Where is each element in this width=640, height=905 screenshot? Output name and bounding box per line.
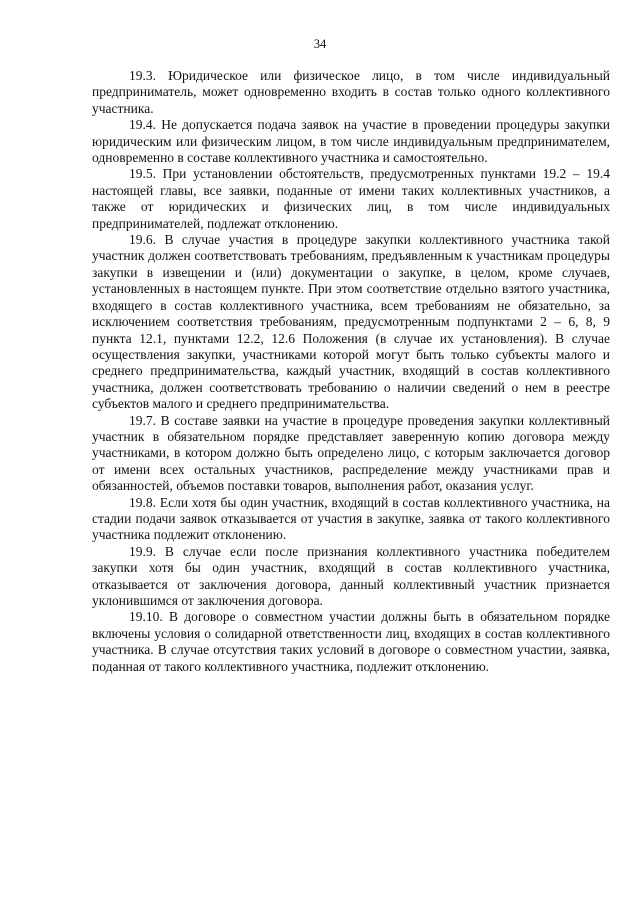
document-body (92, 68, 610, 675)
paragraph-19-8: 19.8. Если хотя бы один участник, входящий в состав коллективного участника, на стадии подачи заявок отказывается от участия в закупке, заявка от такого коллективного участника подлежит отклонению. (92, 494, 610, 543)
page-number: 34 (313, 37, 327, 51)
paragraph-19-7: 19.7. В составе заявки на участие в процедуре проведения закупки коллективный участник в обязательном порядке представляет заверенную копию договора между участниками, в котором должно быть определено лицо, с которым заключается договор от имени всех остальных участников, распределение между участниками прав и обязанностей, объемов поставки товаров, выполнения работ, оказания услуг. (92, 412, 610, 494)
paragraph-19-6: 19.6. В случае участия в процедуре закупки коллективного участника такой участник должен соответствовать требованиям, предъявленным к участникам процедуры закупки в извещении и (или) документации о закупке, в целом, кроме случаев, установленных в настоящем пункте. При этом соответствие отдельно взятого участника, входящего в состав коллективного участника, всем требованиям не обязательно, за исключением соответствия требованиям, предусмотренным подпунктами 2 – 6, 8, 9 пункта 12.1, пунктами 12.2, 12.6 Положения (в случае их установления). В случае осуществления закупки, участниками которой могут быть только субъекты малого и среднего предпринимательства, каждый участник, входящий в состав коллективного участника, должен соответствовать требованию о наличии сведений о нем в реестре субъектов малого и среднего предпринимательства. (92, 232, 610, 412)
paragraph-19-3: 19.3. Юридическое или физическое лицо, в том числе индивидуальный предприниматель, может одновременно входить в состав только одного коллективного участника. (92, 68, 610, 116)
paragraph-19-9: 19.9. В случае если после признания коллективного участника победителем закупки хотя бы один участник, входящий в состав коллективного участника, отказывается от заключения договора, данный коллективный участник признается уклонившимся от заключения договора. (92, 543, 610, 608)
paragraph-19-4: 19.4. Не допускается подача заявок на участие в проведении процедуры закупки юридическим или физическим лицом, в том числе индивидуальным предпринимателем, одновременно в составе коллективного участника и самостоятельно. (92, 117, 610, 166)
paragraph-19-10: 19.10. В договоре о совместном участии должны быть в обязательном порядке включены условия о солидарной ответственности лиц, входящих в состав коллективного участника. В случае отсутствия таких условий в договоре о совместном участии, заявка, поданная от такого коллективного участника, подлежит отклонению. (92, 609, 610, 674)
paragraph-19-5: 19.5. При установлении обстоятельств, предусмотренных пунктами 19.2 – 19.4 настоящей главы, все заявки, поданные от имени таких коллективных участников, а также от юридических и физических лиц, в том числе индивидуальных предпринимателей, подлежат отклонению. (92, 166, 610, 231)
